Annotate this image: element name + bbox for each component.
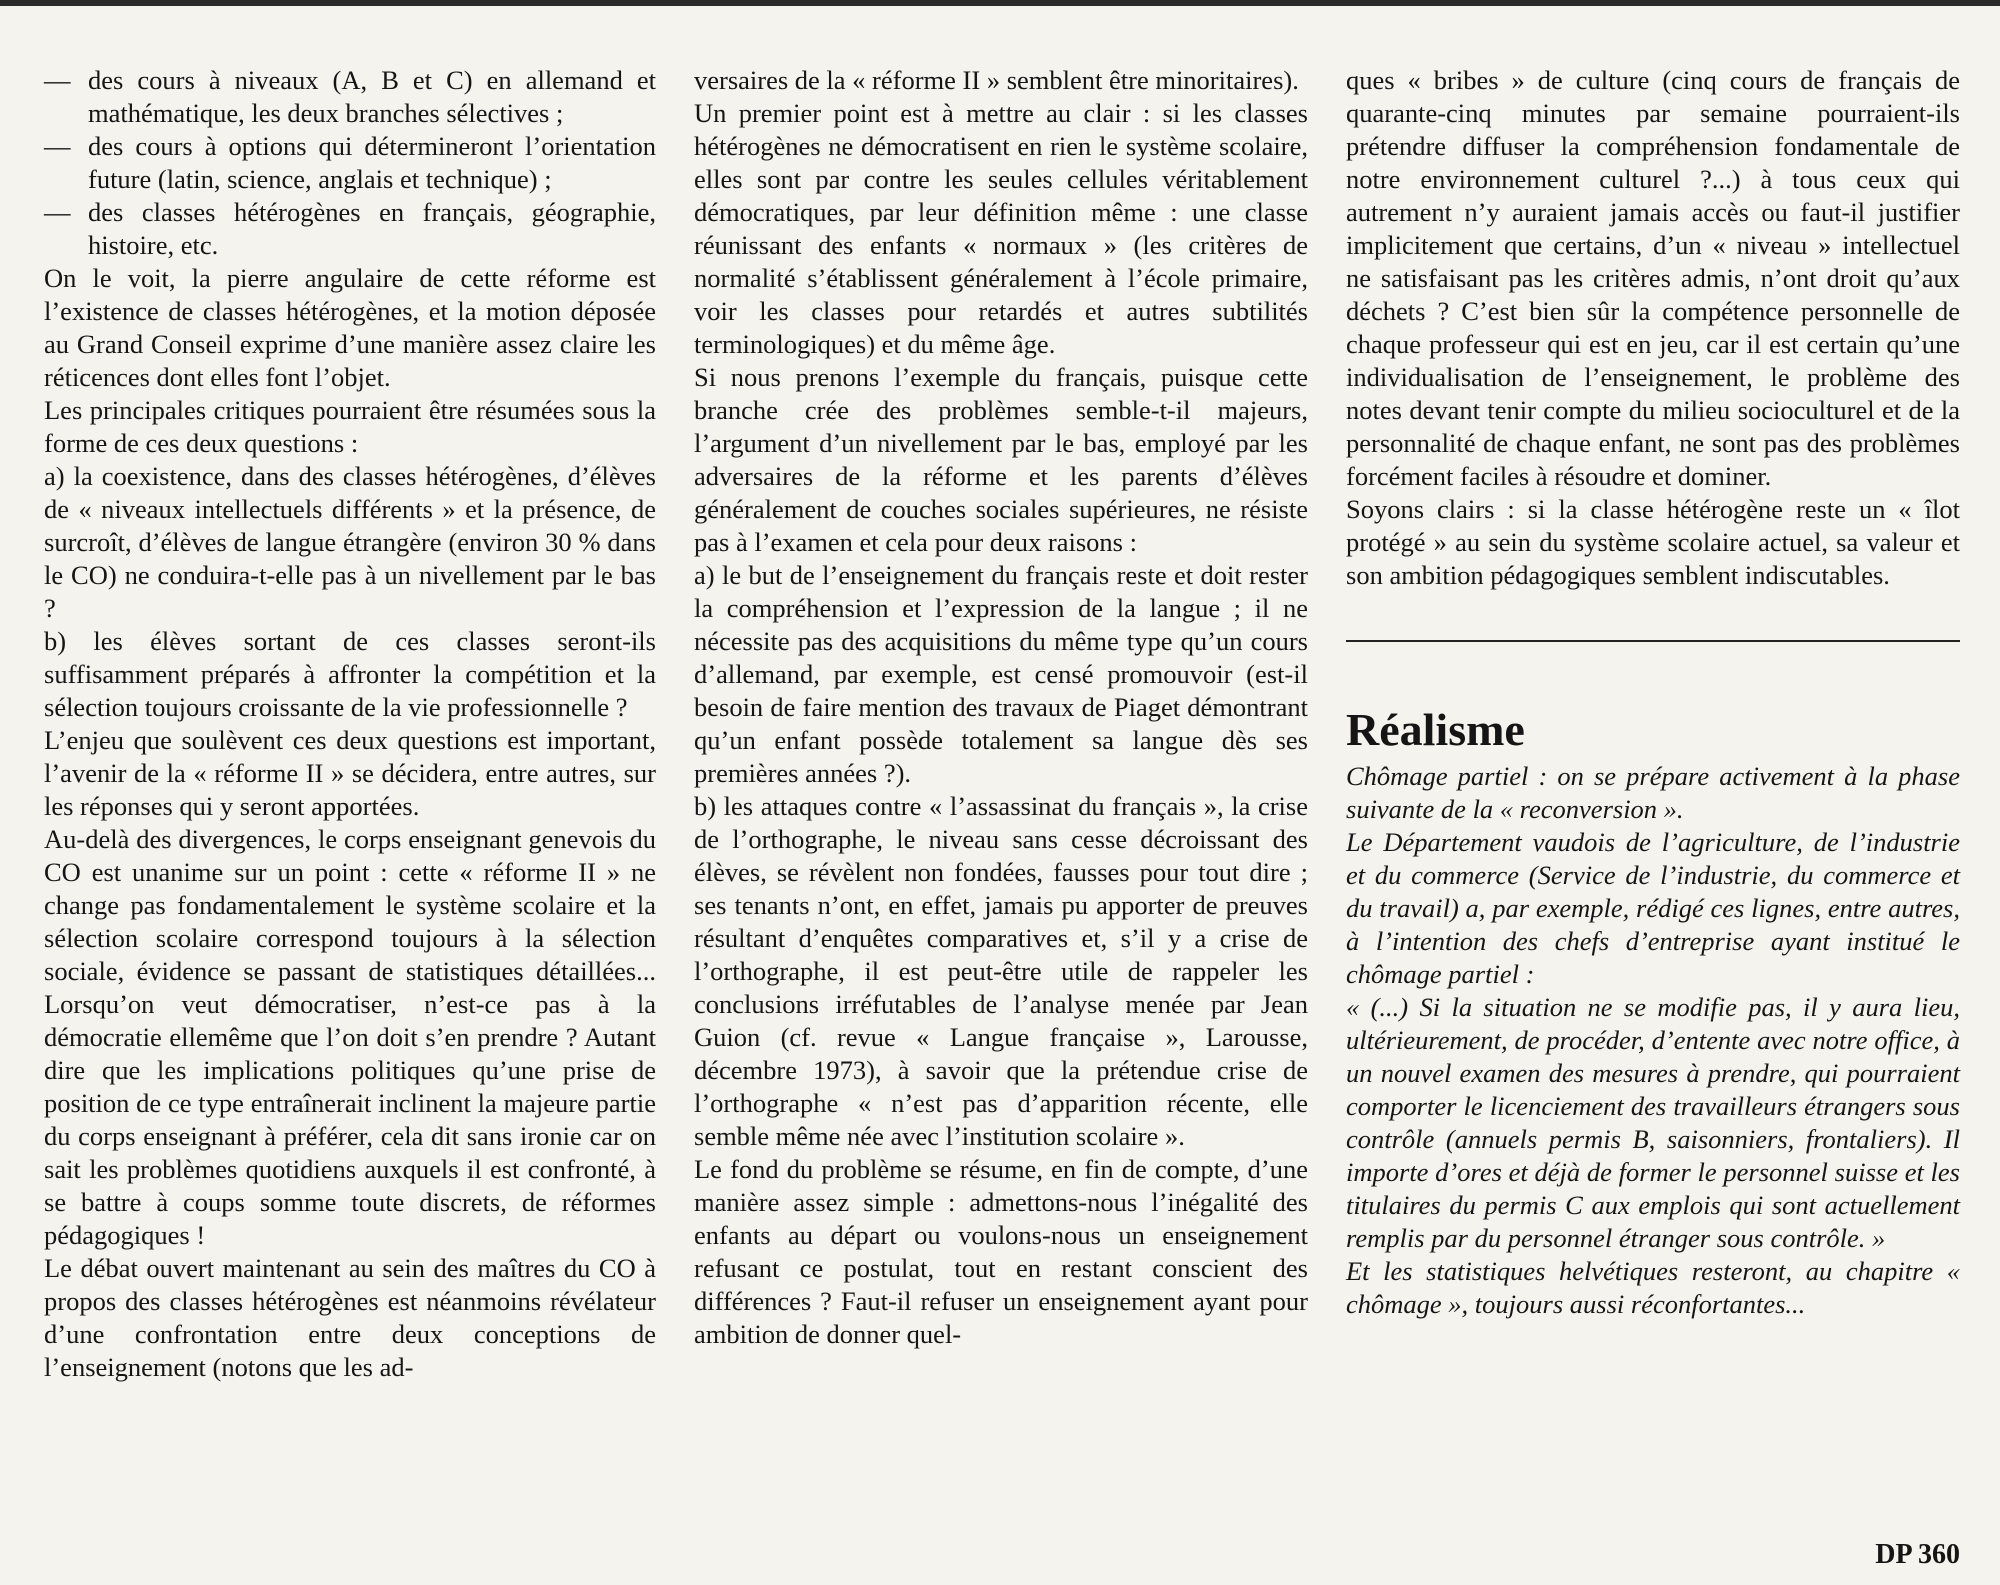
paragraph: L’enjeu que soulèvent ces deux questions est important, l’avenir de la « réforme II » se décidera, entre autres, sur les réponses qui y seront apportées. bbox=[44, 725, 656, 821]
paragraph: Le fond du problème se résume, en fin de compte, d’une manière assez simple : admettons-nous l’inégalité des enfants au départ ou voulons-nous un enseignement refusant ce postulat, tout en restant conscient des différences ? Faut-il refuser un enseignement ayant pour ambition de donner quel- bbox=[694, 1154, 1308, 1349]
italic-paragraph: Le Département vaudois de l’agriculture, de l’industrie et du commerce (Service de l’industrie, du commerce et du travail) a, par exemple, rédigé ces lignes, entre autres, à l’intention des chefs d’entreprise ayant institué le chômage partiel : bbox=[1346, 827, 1960, 989]
paragraph: Au-delà des divergences, le corps enseignant genevois du CO est unanime sur un point : cette « réforme II » ne change pas fondamentalement le système scolaire et la sélection scolaire correspond toujours à la sélection sociale, évidence se passant de statistiques détaillées... Lorsqu’on veut démocratiser, n’est-ce pas à la démocratie ellemême que l’on doit s’en prendre ? Autant dire que les implications politiques qu’une prise de position de ce type entraînerait inclinent la majeure partie du corps enseignant à préférer, cela dit sans ironie car on sait les problèmes quotidiens auxquels il est confronté, à se battre à coups somme toute discrets, de réformes pédagogiques ! bbox=[44, 824, 656, 1250]
paragraph: On le voit, la pierre angulaire de cette réforme est l’existence de classes hétérogènes, et la motion déposée au Grand Conseil exprime d’une manière assez claire les réticences dont elles font l’objet. bbox=[44, 263, 656, 392]
paragraph: b) les attaques contre « l’assassinat du français », la crise de l’orthographe, le niveau sans cesse décroissant des élèves, se révèlent non fondées, fausses pour tout dire ; ses tenants n’ont, en effet, jamais pu apporter de preuves résultant d’enquêtes comparatives et, s’il y a crise de l’orthographe, il est peut-être utile de rappeler les conclusions irréfutables de l’analyse menée par Jean Guion (cf. revue « Langue française », Larousse, décembre 1973), à savoir que la prétendue crise de l’orthographe « n’est pas d’apparition récente, elle semble même née avec l’institution scolaire ». bbox=[694, 791, 1308, 1151]
paragraph: Un premier point est à mettre au clair : si les classes hétérogènes ne démocratisent en rien le système scolaire, elles sont par contre les seules cellules véritablement démocratiques, par leur définition même : une classe réunissant des enfants « normaux » (les critères de normalité s’établissent généralement à l’école primaire, voir les classes pour retardés et autres subtilités terminologiques) et du même âge. bbox=[694, 98, 1308, 359]
column-2 bbox=[694, 64, 1308, 1351]
italic-paragraph: Chômage partiel : on se prépare activement à la phase suivante de la « reconversion ». bbox=[1346, 761, 1960, 824]
bullet-list bbox=[44, 64, 656, 262]
top-rule bbox=[0, 0, 2000, 6]
page-reference: DP 360 bbox=[1875, 1539, 1960, 1570]
list-item: — des classes hétérogènes en français, géographie, histoire, etc. bbox=[44, 196, 656, 262]
italic-paragraph: Et les statistiques helvétiques resteront, au chapitre « chômage », toujours aussi réconfortantes... bbox=[1346, 1256, 1960, 1319]
paragraph: ques « bribes » de culture (cinq cours de français de quarante-cinq minutes par semaine pourraient-ils prétendre diffuser la compréhension fondamentale de notre environnement culturel ?...) à tous ceux qui autrement n’y auraient jamais accès ou faut-il justifier implicitement que certains, d’un « niveau » intellectuel ne satisfaisant pas les critères admis, n’ont droit qu’aux déchets ? C’est bien sûr la compétence personnelle de chaque professeur qui est en jeu, car il est certain qu’une individualisation de l’enseignement, le problème des notes devant tenir compte du milieu socioculturel et de la personnalité de chaque enfant, ne sont pas des problèmes forcément faciles à résoudre et dominer. bbox=[1346, 65, 1960, 491]
paragraph: Soyons clairs : si la classe hétérogène reste un « îlot protégé » au sein du système scolaire actuel, sa valeur et son ambition pédagogiques semblent indiscutables. bbox=[1346, 494, 1960, 590]
paragraph: a) le but de l’enseignement du français reste et doit rester la compréhension et l’expression de la langue ; il ne nécessite pas des acquisitions du même type qu’un cours d’allemand, par exemple, est censé promouvoir (est-il besoin de faire mention des travaux de Piaget démontrant qu’un enfant possède totalement sa langue dès ses premières années ?). bbox=[694, 560, 1308, 788]
paragraph: Si nous prenons l’exemple du français, puisque cette branche crée des problèmes semble-t-il majeurs, l’argument d’un nivellement par le bas, employé par les adversaires de la réforme et les parents d’élèves généralement de couches sociales supérieures, ne résiste pas à l’examen et cela pour deux raisons : bbox=[694, 362, 1308, 557]
section-divider bbox=[1346, 640, 1960, 642]
column-3 bbox=[1346, 64, 1960, 1321]
list-item: — des cours à niveaux (A, B et C) en allemand et mathématique, les deux branches sélectives ; bbox=[44, 64, 656, 130]
italic-quote: « (...) Si la situation ne se modifie pas, il y aura lieu, ultérieurement, de procéder, d’entente avec notre office, à un nouvel examen des mesures à prendre, qui pourraient comporter le licenciement des travailleurs étrangers sous contrôle (annuels permis B, saisonniers, frontaliers). Il importe d’ores et déjà de former le personnel suisse et les titulaires du permis C aux emplois qui sont actuellement remplis par du personnel étranger sous contrôle. » bbox=[1346, 992, 1960, 1253]
paragraph: a) la coexistence, dans des classes hétérogènes, d’élèves de « niveaux intellectuels différents » et la présence, de surcroît, d’élèves de langue étrangère (environ 30 % dans le CO) ne conduira-t-elle pas à un nivellement par le bas ? bbox=[44, 461, 656, 623]
paragraph: versaires de la « réforme II » semblent être minoritaires). bbox=[694, 65, 1299, 95]
section-title: Réalisme bbox=[1346, 704, 1525, 755]
paragraph: Le débat ouvert maintenant au sein des maîtres du CO à propos des classes hétérogènes est néanmoins révélateur d’une confrontation entre deux conceptions de l’enseignement (notons que les ad- bbox=[44, 1253, 656, 1382]
list-item: — des cours à options qui détermineront l’orientation future (latin, science, anglais et technique) ; bbox=[44, 130, 656, 196]
paragraph: b) les élèves sortant de ces classes seront-ils suffisamment préparés à affronter la compétition et la sélection toujours croissante de la vie professionnelle ? bbox=[44, 626, 656, 722]
column-1 bbox=[44, 64, 656, 1384]
paragraph: Les principales critiques pourraient être résumées sous la forme de ces deux questions : bbox=[44, 395, 656, 458]
